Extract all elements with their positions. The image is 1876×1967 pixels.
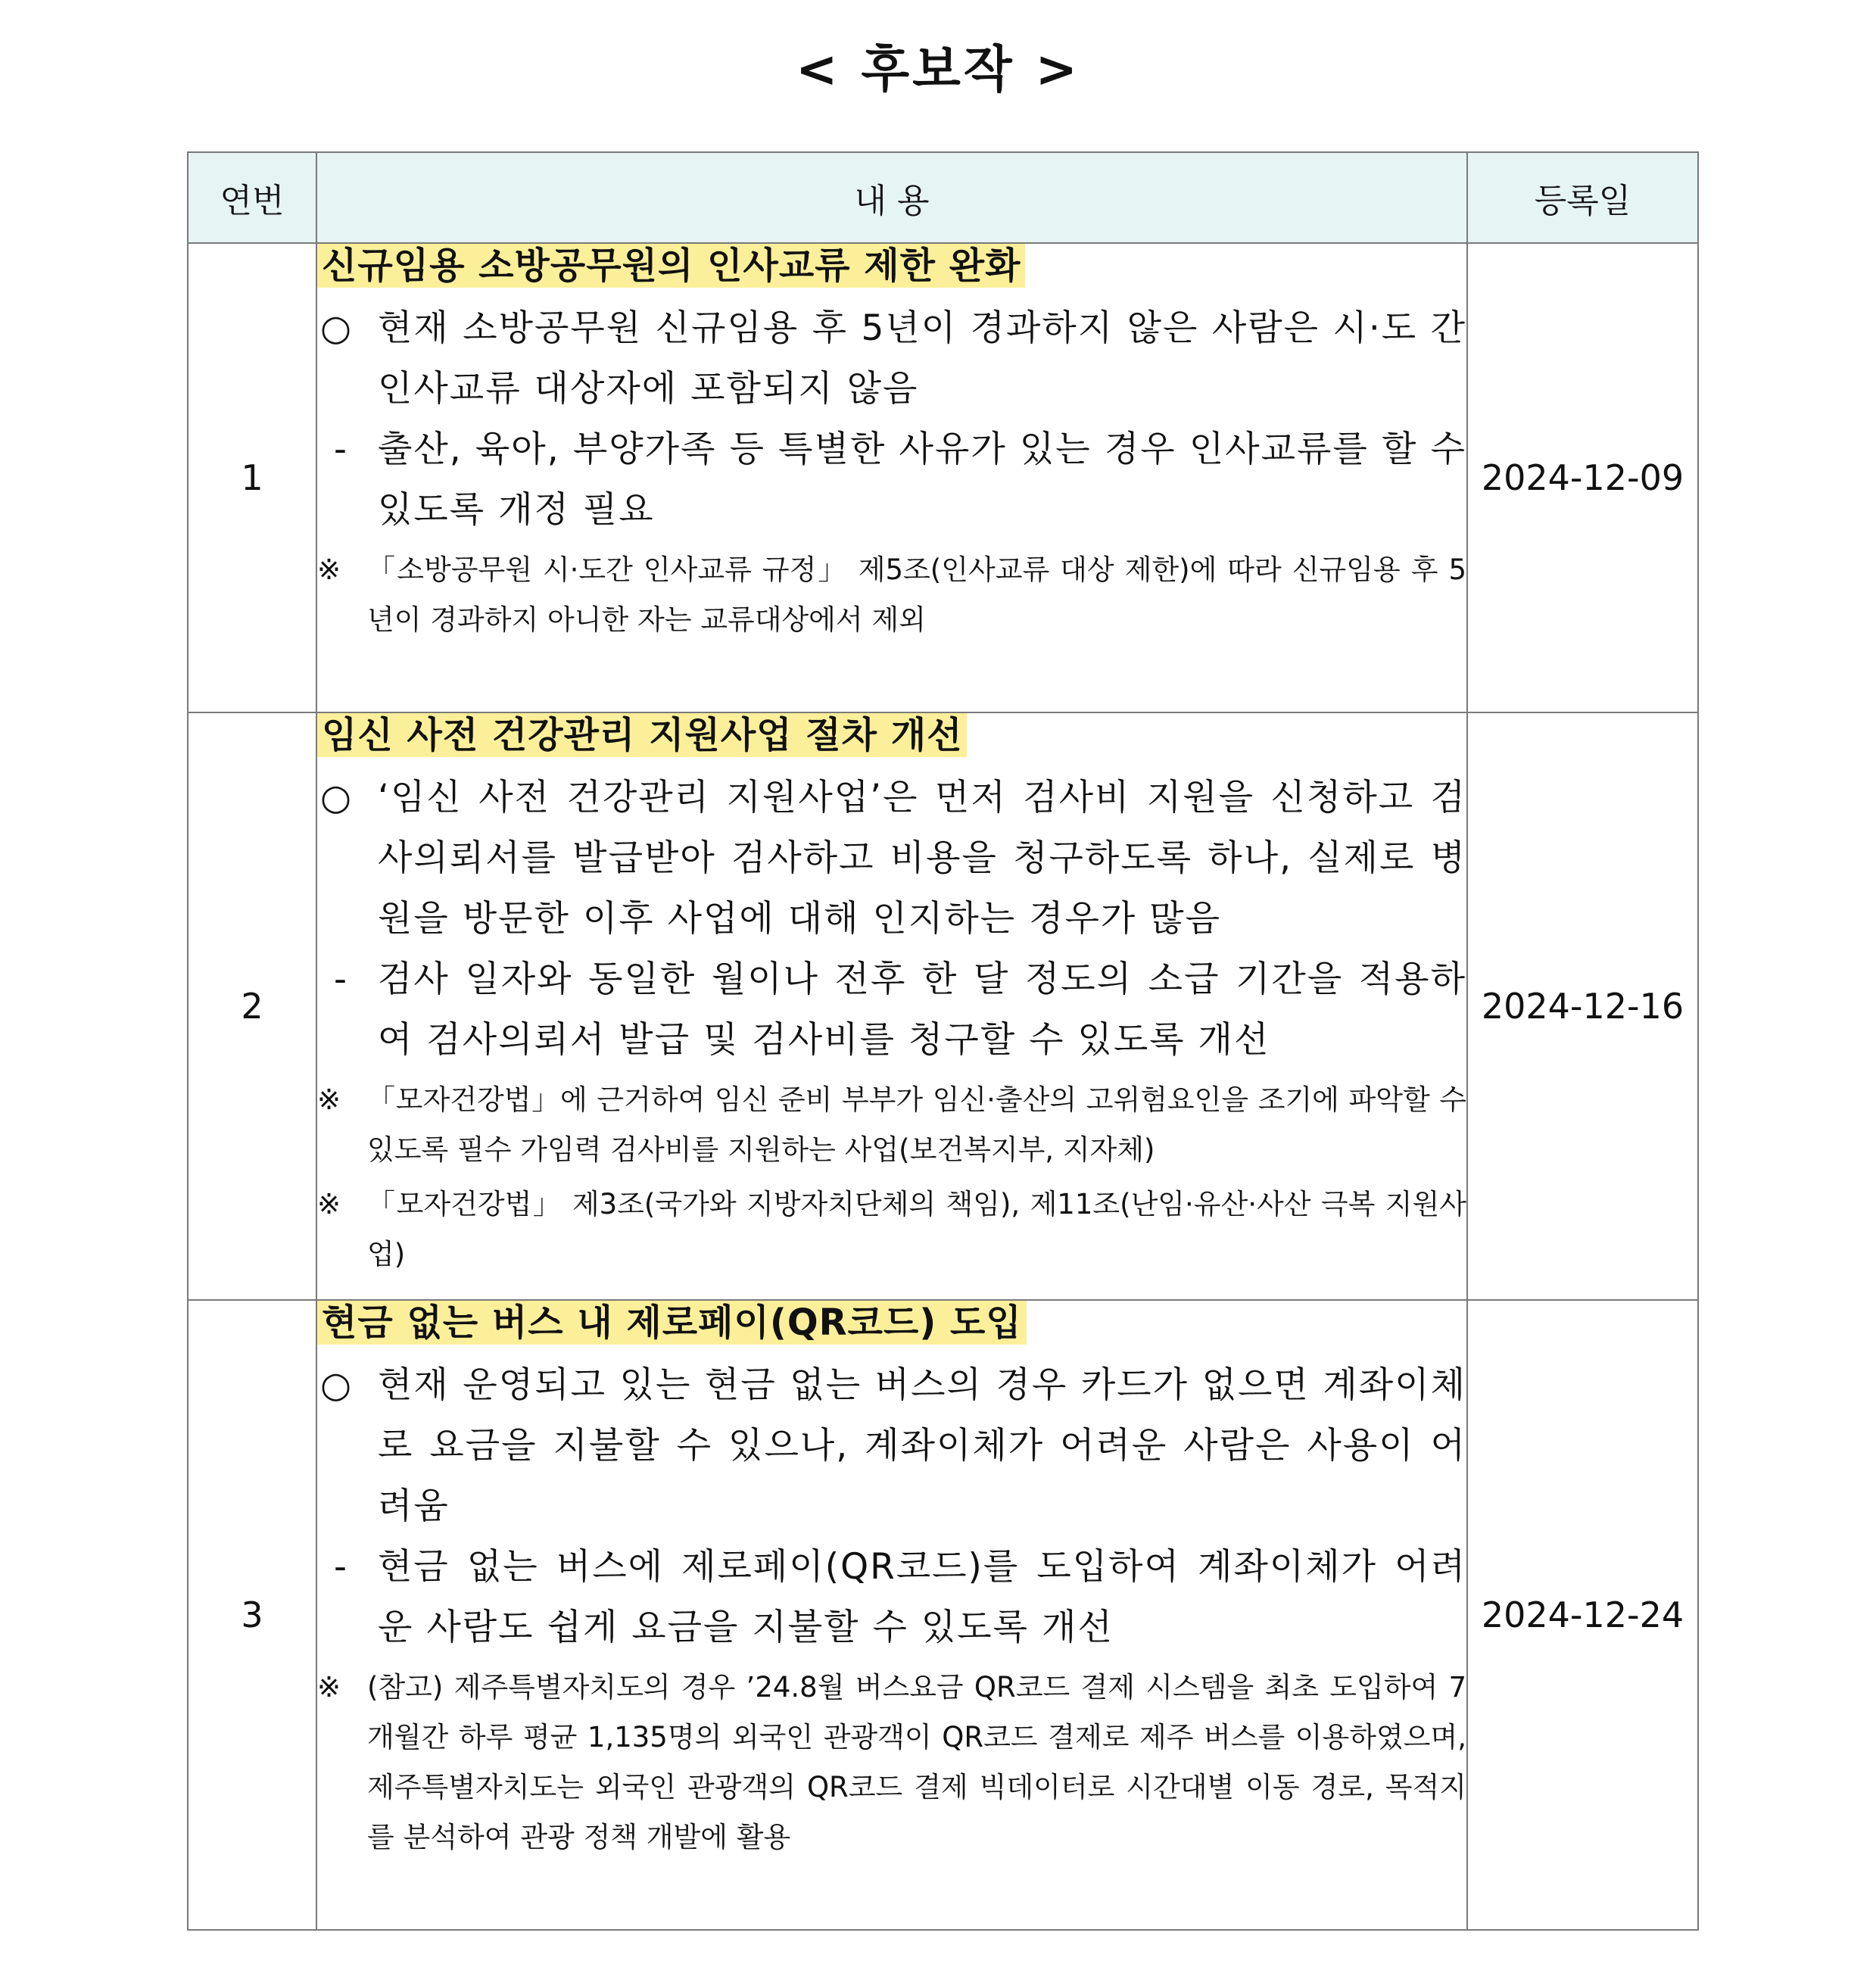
dash-bullet-icon: - [334, 1546, 348, 1588]
circle-bullet-paragraph [317, 1355, 1466, 1537]
circle-bullet-text: 현재 운영되고 있는 현금 없는 버스의 경우 카드가 없으면 계좌이체로 요금을 지불할 수 있으나, 계좌이체가 어려운 사람은 사용이 어려움 [378, 1364, 1466, 1527]
dash-bullet-text: 출산, 육아, 부양가족 등 특별한 사유가 있는 경우 인사교류를 할 수 있도록 개정 필요 [378, 429, 1466, 531]
reference-note-text: 「모자건강법」에 근거하여 임신 준비 부부가 임신·출산의 고위험요인을 조기에 파악할 수 있도록 필수 가임력 검사비를 지원하는 사업(보건복지부, 지자체) [367, 1083, 1466, 1166]
row-content [316, 712, 1467, 1300]
reference-note [317, 1180, 1466, 1280]
reference-note [317, 1663, 1466, 1863]
reference-mark-icon: ※ [317, 1671, 341, 1704]
reference-note-text: 「모자건강법」 제3조(국가와 지방자치단체의 책임), 제11조(난임·유산·사산 극복 지원사업) [367, 1188, 1466, 1270]
reference-mark-icon: ※ [317, 553, 341, 586]
dash-bullet-paragraph [317, 949, 1466, 1071]
reference-mark-icon: ※ [317, 1188, 341, 1220]
dash-bullet-text: 현금 없는 버스에 제로페이(QR코드)를 도입하여 계좌이체가 어려운 사람도 쉽게 요금을 지불할 수 있도록 개선 [378, 1546, 1466, 1648]
page-title: < 후보작 > [796, 40, 1080, 98]
dash-bullet-text: 검사 일자와 동일한 월이나 전후 한 달 정도의 소급 기간을 적용하여 검사의뢰서 발급 및 검사비를 청구할 수 있도록 개선 [378, 959, 1466, 1061]
reference-note [317, 1075, 1466, 1175]
reference-mark-icon: ※ [317, 1083, 341, 1116]
row-date: 2024-12-24 [1467, 1300, 1698, 1930]
header-content: 내 용 [316, 152, 1467, 243]
reference-note-text: 「소방공무원 시·도간 인사교류 규정」 제5조(인사교류 대상 제한)에 따라 신규임용 후 5년이 경과하지 아니한 자는 교류대상에서 제외 [367, 553, 1466, 636]
header-number: 연번 [188, 152, 316, 243]
row-date: 2024-12-09 [1467, 243, 1698, 712]
table-row [188, 1300, 1698, 1930]
row-number: 1 [188, 243, 316, 712]
table-row [188, 243, 1698, 712]
circle-bullet-icon: ○ [320, 307, 354, 349]
circle-bullet-paragraph [317, 768, 1466, 949]
circle-bullet-text: ‘임신 사전 건강관리 지원사업’은 먼저 검사비 지원을 신청하고 검사의뢰서를 발급받아 검사하고 비용을 청구하도록 하나, 실제로 병원을 방문한 이후 사업에 대해 인지하는 경우가 많음 [378, 777, 1466, 940]
circle-bullet-paragraph [317, 298, 1466, 419]
row-content [316, 243, 1467, 712]
reference-note [317, 545, 1466, 645]
row-number: 3 [188, 1300, 316, 1930]
item-title: 신규임용 소방공무원의 인사교류 제한 완화 [317, 244, 1025, 288]
candidates-table [187, 151, 1699, 1931]
reference-note-text: (참고) 제주특별자치도의 경우 ’24.8월 버스요금 QR코드 결제 시스템을 최초 도입하여 7개월간 하루 평균 1,135명의 외국인 관광객이 QR코드 결제로 제주 버스를 이용하였으며, 제주특별자치도는 외국인 관광객의 QR코드 결제 빅데이터로 시간대별 이동 경로, 목적지를 분석하여 관광 정책 개발에 활용 [367, 1671, 1466, 1853]
item-title: 임신 사전 건강관리 지원사업 절차 개선 [317, 713, 967, 757]
table-row [188, 712, 1698, 1300]
circle-bullet-icon: ○ [320, 777, 354, 818]
row-number: 2 [188, 712, 316, 1300]
row-date: 2024-12-16 [1467, 712, 1698, 1300]
circle-bullet-text: 현재 소방공무원 신규임용 후 5년이 경과하지 않은 사람은 시·도 간 인사교류 대상자에 포함되지 않음 [378, 307, 1466, 410]
dash-bullet-icon: - [334, 959, 348, 1000]
header-date: 등록일 [1467, 152, 1698, 243]
item-title: 현금 없는 버스 내 제로페이(QR코드) 도입 [317, 1301, 1027, 1345]
dash-bullet-icon: - [334, 429, 348, 470]
dash-bullet-paragraph [317, 1537, 1466, 1658]
table-header-row [188, 152, 1698, 243]
row-content [316, 1300, 1467, 1930]
circle-bullet-icon: ○ [320, 1364, 354, 1406]
dash-bullet-paragraph [317, 419, 1466, 541]
